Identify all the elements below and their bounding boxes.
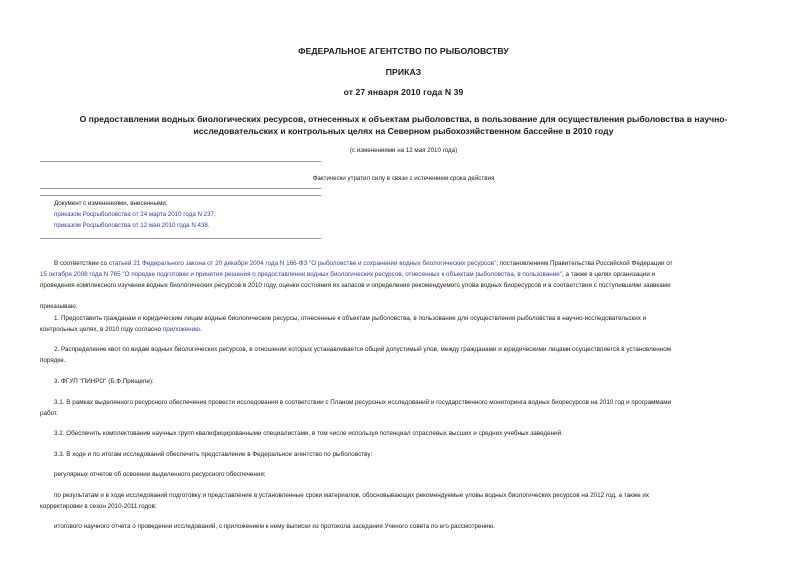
changes-link-2[interactable] xyxy=(54,221,354,230)
amendment-note: (с изменениями на 12 мая 2010 года) xyxy=(349,147,458,154)
government-decree-link[interactable]: 15 октября 2008 года N 765 "О порядке подготовки и принятия решения о предоставлении водных биологических ресурсов, отнесенных к объектам рыболовства, в пользование" xyxy=(40,271,562,278)
change-link[interactable]: приказом Росрыболовства от 12 мая 2010 года N 438. xyxy=(54,222,210,229)
title-line-2: исследовательских и контрольных целях на Северном рыбохозяйственном бассейне в 2010 году xyxy=(193,126,614,136)
agency-name: ФЕДЕРАЛЬНОЕ АГЕНТСТВО ПО РЫБОЛОВСТВУ xyxy=(298,46,509,56)
changes-heading: Документ с изменениями, внесенными: xyxy=(54,200,168,207)
item-2-line-2: порядке. xyxy=(40,357,66,364)
preamble-line-2: 15 октября 2008 года N 765 "О порядке подготовки и принятия решения о предоставлении водных биологических ресурсов, отнесенных к объектам рыболовства, в пользование", а также в целях организации и xyxy=(40,271,656,278)
report-item-2: по результатам и в ходе исследований подготовку и представление в установленные сроки материалов, обосновывающих рекомендуемые уловы водных биологических ресурсов на 2012 год, а также их xyxy=(54,492,649,499)
document-title xyxy=(40,113,767,137)
divider xyxy=(40,238,321,239)
appendix-link[interactable]: приложению xyxy=(162,326,200,333)
report-item-1: регулярных отчетов об освоении выделенного ресурсного обеспечения; xyxy=(54,471,266,478)
item-3-2: 3.2. Обеспечить комплектование научных групп квалифицированными специалистами, в том числе используя потенциал отраслевых высших и средних учебных заведений. xyxy=(54,430,563,437)
report-item-2-line-2: корректировки в сезон 2010-2011 годов; xyxy=(40,503,157,510)
change-link[interactable]: приказом Росрыболовства от 24 марта 2010 года N 237; xyxy=(54,211,216,218)
document-type: ПРИКАЗ xyxy=(385,67,422,77)
report-item-3: итогового научного отчета о проведении исследований, с приложением к нему выписки из протокола заседания Ученого совета по его рассмотрению. xyxy=(54,523,495,530)
changes-link-1[interactable] xyxy=(54,210,354,219)
item-3: 3. ФГУП "ПИНРО" (Б.Ф.Прищепе): xyxy=(54,378,154,385)
divider xyxy=(40,195,321,196)
divider xyxy=(40,188,321,189)
preamble-line-3: проведения комплексного изучения водных биологических ресурсов в 2010 году, оценки состояния их запасов и определения рекомендуемого улова водных биоресурсов и в соответствии с поступившими заявками xyxy=(40,282,671,289)
status-note: Фактически утратил силу в связи с истечением срока действия xyxy=(312,175,495,182)
preamble-paragraph: В соответствии со статьей 21 Федерального закона от 20 декабря 2004 года N 166-ФЗ "О рыболовстве и сохранении водных биологических ресурсов"; постановлением Правительства Российской Федерации от xyxy=(54,260,673,267)
item-3-1-line-2: работ. xyxy=(40,410,58,417)
divider xyxy=(40,161,321,162)
title-line-1: О предоставлении водных биологических ресурсов, отнесенных к объектам рыболовства, в пользование для осуществления рыболовства в научно- xyxy=(79,114,728,124)
item-3-3: 3.3. В ходе и по итогам исследований обеспечить представление в Федеральное агентство по рыболовству: xyxy=(54,451,373,458)
document-date: от 27 января 2010 года N 39 xyxy=(343,87,464,97)
item-1-line-2: контрольных целях, в 2010 году согласно приложению. xyxy=(40,326,202,333)
order-word: приказываю: xyxy=(40,303,78,310)
item-2: 2. Распределение квот по видам водных биологических ресурсов, в отношении которых устанавливается общий допустимый улов, между гражданами и юридическими лицами осуществляется в установленном xyxy=(54,346,672,353)
item-1: 1. Предоставить гражданам и юридическим лицам водные биологические ресурсы, отнесенные к объектам рыболовства, в пользование для осуществления рыболовства в научно-исследовательских и xyxy=(54,315,647,322)
law-link[interactable]: статьей 21 Федерального закона от 20 декабря 2004 года N 166-ФЗ "О рыболовстве и сохранении водных биологических ресурсов" xyxy=(108,260,497,267)
item-3-1: 3.1. В рамках выделенного ресурсного обеспечения провести исследования в соответствии с Планом ресурсных исследований и государственного мониторинга водных биоресурсов на 2010 год и программами xyxy=(54,399,672,406)
